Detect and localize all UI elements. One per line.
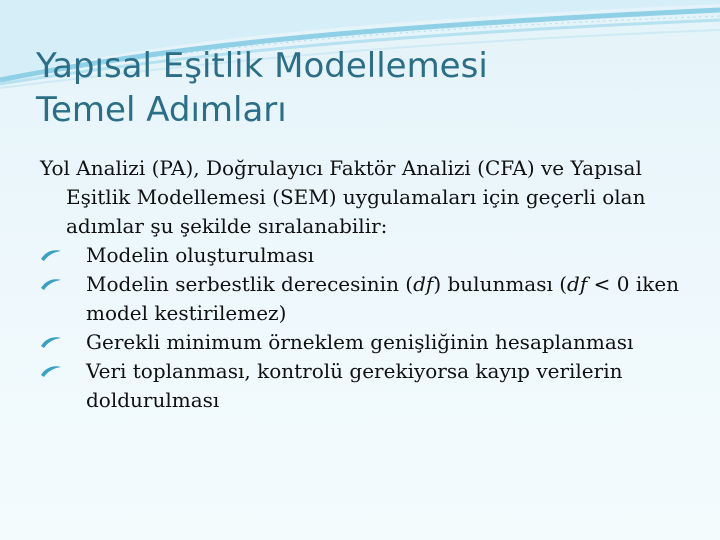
swoosh-bullet-icon [40,277,62,291]
bullet-text: Gerekli minimum örneklem genişliğinin hesaplanması [86,330,634,354]
slide-title-line1: Yapısal Eşitlik Modellemesi [36,46,488,86]
swoosh-bullet-icon [40,248,62,262]
df-term: df [413,272,434,296]
list-item [40,328,690,357]
list-item [40,357,690,415]
bullet-list [40,241,690,415]
swoosh-bullet-icon [40,335,62,349]
bullet-text-mid: ) bulunması ( [433,272,568,296]
list-item [40,270,690,328]
slide-title [36,44,676,132]
slide-title-line2: Temel Adımları [36,90,287,130]
slide-body [40,154,690,415]
swoosh-bullet-icon [40,364,62,378]
list-item [40,241,690,270]
bullet-text-pre: Modelin serbestlik derecesinin ( [86,272,414,296]
bullet-text: Veri toplanması, kontrolü gerekiyorsa kayıp verilerin doldurulması [86,359,623,412]
df-term: df [567,272,588,296]
bullet-text: Modelin oluşturulması [86,243,315,267]
intro-paragraph: Yol Analizi (PA), Doğrulayıcı Faktör Analizi (CFA) ve Yapısal Eşitlik Modellemesi (SEM) uygulamaları için geçerli olan adımlar şu şekilde sıralanabilir: [40,156,646,238]
bullet-text-post: < 0 iken model kestirilemez) [86,272,680,325]
